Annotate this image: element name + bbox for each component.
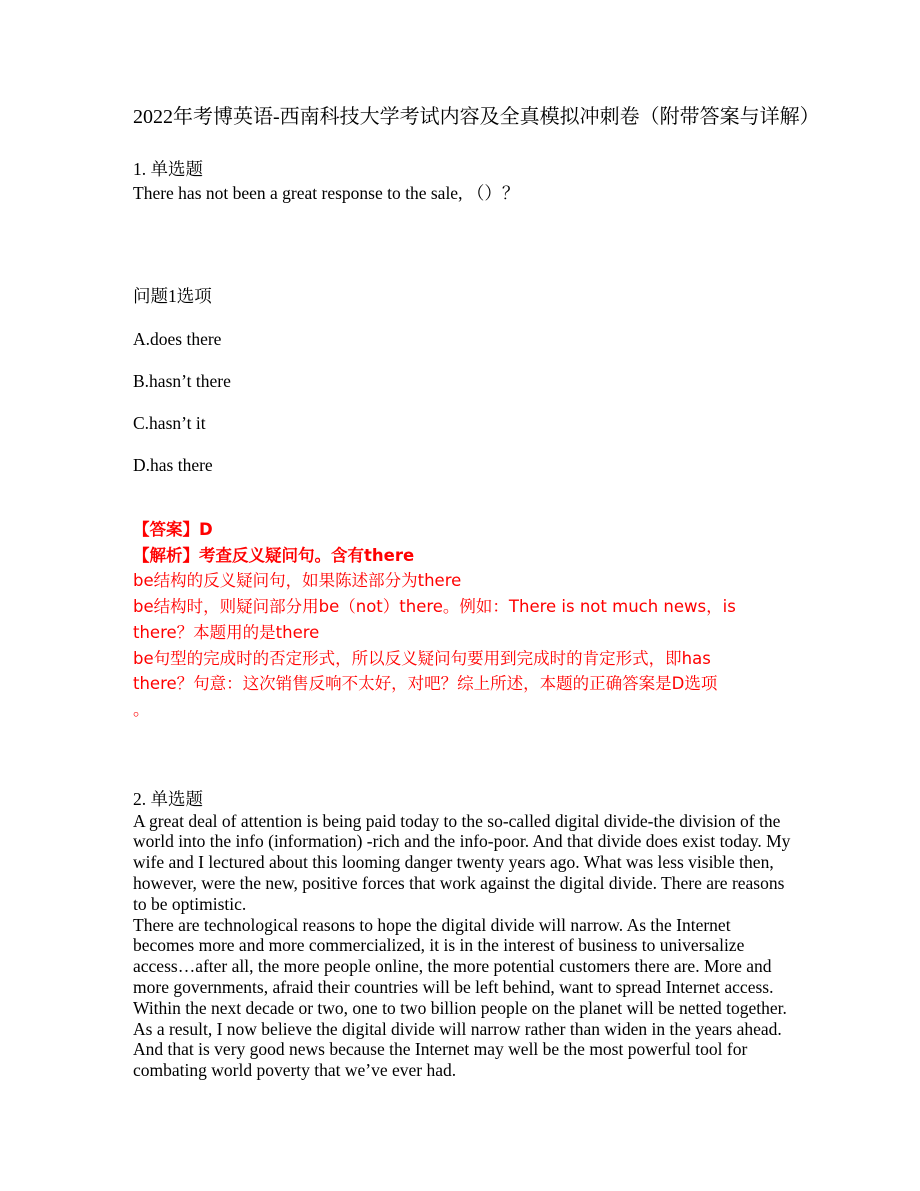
question-2-label: 2. 单选题 <box>133 788 203 809</box>
option-c: C.hasn’t it <box>133 413 206 433</box>
question-1-options-header: 问题1选项 <box>133 286 212 306</box>
question-1-section <box>133 157 793 723</box>
question-2-section <box>133 787 793 1081</box>
option-d: D.has there <box>133 455 213 475</box>
analysis-line: be结构的反义疑问句，如果陈述部分为there <box>133 571 462 591</box>
analysis-head-line: 【解析】考查反义疑问句。含有there <box>133 545 415 565</box>
answer-line: 【答案】D <box>133 520 213 539</box>
question-2-passage <box>133 811 793 1081</box>
option-b: B.hasn’t there <box>133 371 231 391</box>
analysis-line: 。 <box>133 699 150 719</box>
answer-analysis-block <box>133 517 793 723</box>
option-a: A.does there <box>133 329 222 349</box>
question-1-label: 1. 单选题 <box>133 159 203 179</box>
question-1-stem: There has not been a great response to the sale, （）？ <box>133 183 520 203</box>
document-content <box>133 104 820 1081</box>
passage-paragraph: There are technological reasons to hope the digital divide will narrow. As the Internet becomes more and more commercialized, it is in the interest of business to universalize access…after all, the more people online, the more potential customers there are. More and more governments, afraid their countries will be left behind, want to spread Internet access. Within the next decade or two, one to two billion people on the planet will be netted together. As a result, I now believe the digital divide will narrow rather than widen in the years ahead. And that is very good news because the Internet may well be the most powerful tool for combating world poverty that we’ve ever had. <box>133 914 787 1081</box>
passage-paragraph: A great deal of attention is being paid today to the so-called digital divide-the division of the world into the info (information) -rich and the info-poor. And that divide does exist today. My wife and I lectured about this looming danger twenty years ago. What was less visible then, however, were the new, positive forces that work against the digital divide. There are reasons to be optimistic. <box>133 810 791 914</box>
analysis-line: be结构时，则疑问部分用be（not）there。例如：There is not much news，is <box>133 597 736 617</box>
page-title: 2022年考博英语-西南科技大学考试内容及全真模拟冲刺卷（附带答案与详解） <box>133 106 820 128</box>
analysis-line: there？句意：这次销售反响不太好，对吧？综上所述，本题的正确答案是D选项 <box>133 674 718 694</box>
analysis-line: be句型的完成时的否定形式，所以反义疑问句要用到完成时的肯定形式，即has <box>133 648 711 668</box>
analysis-line: there？本题用的是there <box>133 622 320 642</box>
